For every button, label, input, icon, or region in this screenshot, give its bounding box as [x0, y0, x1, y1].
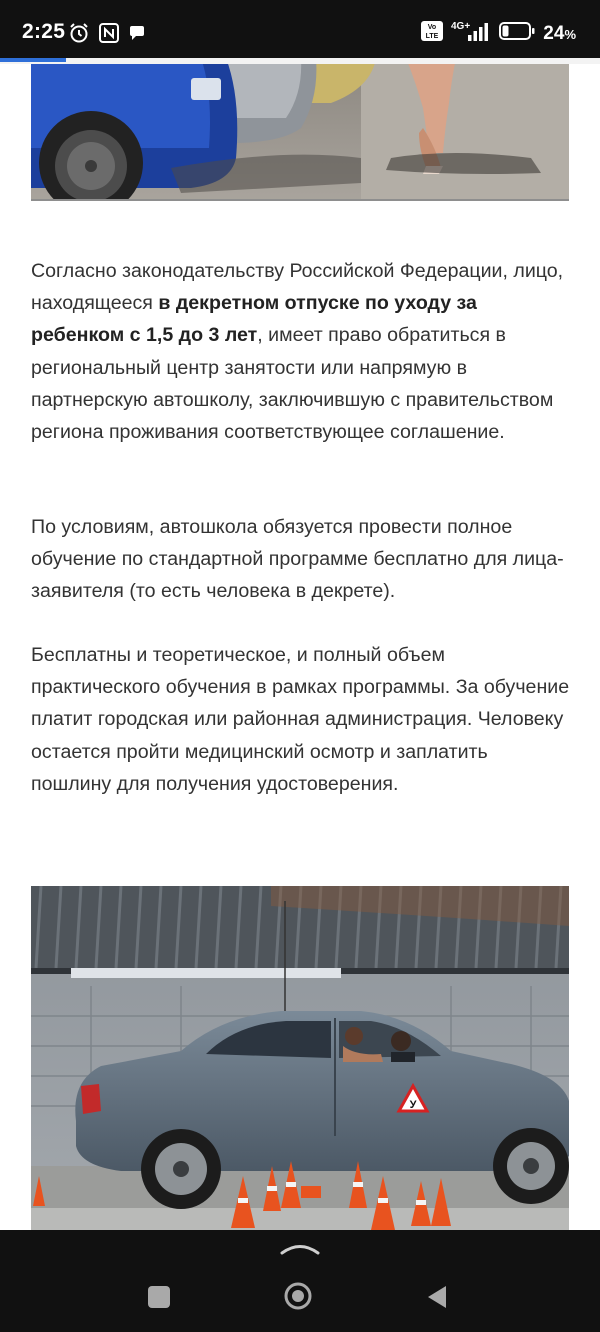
svg-text:Vo: Vo	[428, 24, 437, 31]
alarm-icon	[68, 22, 90, 49]
learner-sign-letter: У	[409, 1099, 417, 1111]
article-paragraph-1: Согласно законодательству Российской Федерации, лицо, находящееся в декретном отпуске по уходу за ребенком с 1,5 до 3 лет, имеет право обратиться в региональный центр занятости или напрямую в партнерскую автошколу, заключившую с правительством региона проживания соответствующее соглашение.	[31, 260, 564, 444]
volte-icon	[421, 21, 443, 46]
article-paragraph-3: Бесплатны и теоретическое, и полный объем практического обучения в рамках программы. За обучение платит городская или районная администрация. Человеку остается пройти медицинский осмотр и заплатить пошлину для получения удостоверения.	[31, 644, 570, 795]
signal-icon	[451, 20, 491, 47]
svg-text:LTE: LTE	[425, 33, 439, 40]
status-time: 2:25	[22, 20, 66, 43]
svg-text:4G+: 4G+	[451, 21, 471, 32]
battery-icon	[499, 21, 535, 46]
article-content[interactable]	[0, 58, 600, 1230]
nfc-icon	[98, 22, 120, 49]
battery-percent: 24%	[543, 22, 576, 44]
car-parking-photo	[31, 58, 569, 201]
article-paragraph-2: По условиям, автошкола обязуется провести полное обучение по стандартной программе бесплатно для лица-заявителя (то есть человека в декрете).	[31, 516, 564, 603]
driving-school-car-photo	[31, 886, 569, 1230]
status-left-icons	[68, 22, 146, 49]
home-button[interactable]	[284, 1282, 312, 1310]
highlight-maternity-leave: в декретном отпуске по уходу за ребенком с 1,5 до 3 лет	[31, 292, 477, 347]
recent-apps-button[interactable]	[148, 1286, 170, 1308]
swipe-up-handle-icon[interactable]	[280, 1240, 320, 1256]
status-right-icons	[421, 20, 576, 47]
reading-progress-fill	[0, 58, 66, 62]
navigation-bar	[0, 1230, 600, 1332]
reading-progress-bar	[0, 58, 600, 64]
back-button[interactable]	[426, 1284, 448, 1310]
status-bar	[0, 0, 600, 58]
chat-bubble-icon	[128, 24, 146, 47]
